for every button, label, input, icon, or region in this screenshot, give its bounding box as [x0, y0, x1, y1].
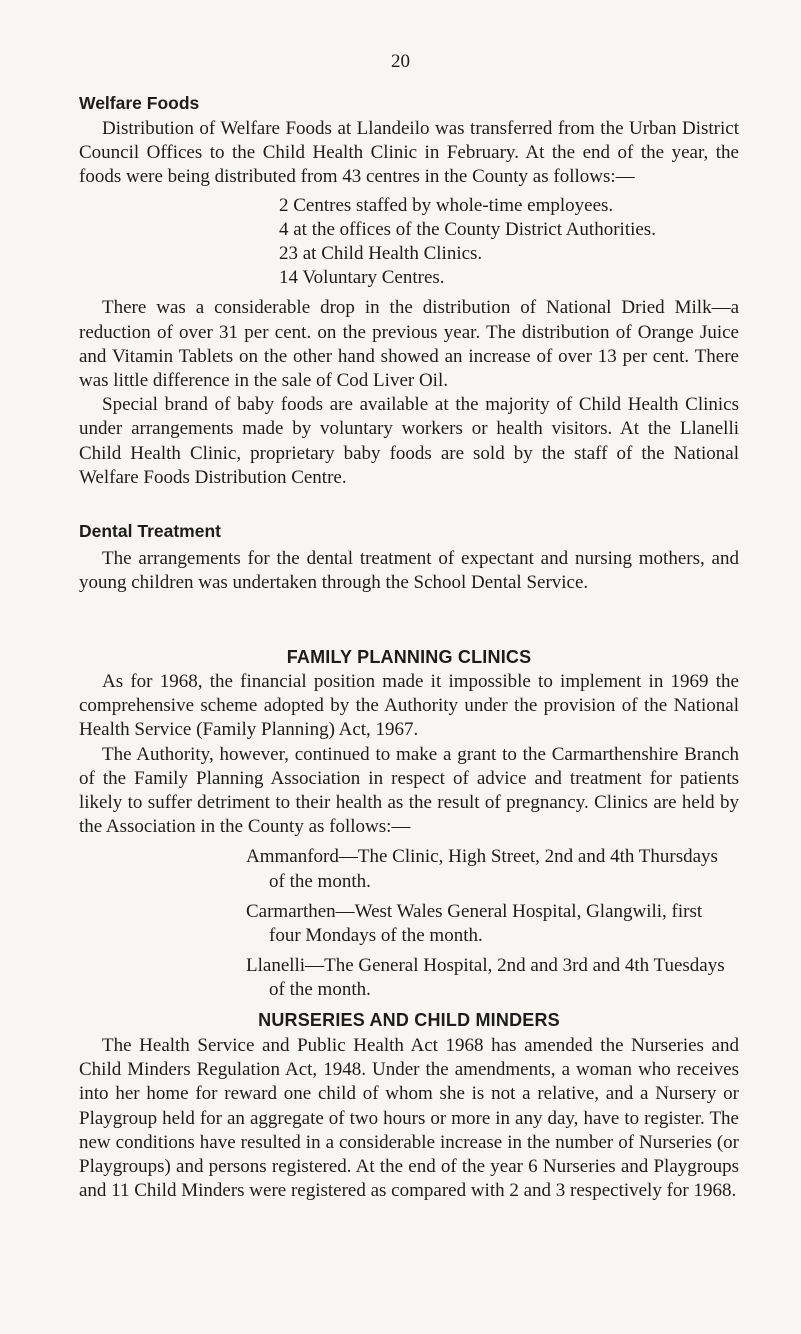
milk-distribution-paragraph: There was a considerable drop in the distribution of National Dried Milk—a reduction of over 31 per cent. on the previous year. The distribution of Orange Juice and Vitamin Tablets on the other hand showed an increase of over 13 per cent. There was little difference in the sale of Cod Liver Oil. — [79, 297, 739, 392]
centres-list — [79, 194, 739, 291]
nurseries-paragraph: The Health Service and Public Health Act 1968 has amended the Nurseries and Child Minders Regulation Act, 1948. Under the amendments, a woman who receives into her home for reward one child of whom she is not a relative, and a Nursery or Playgroup held for an aggregate of two hours or more in any day, have to register. The new conditions have resulted in a considerable increase in the number of Nurseries (or Playgroups) and persons registered. At the end of the year 6 Nurseries and Playgroups and 11 Child Minders were registered as compared with 2 and 3 respectively for 1968. — [79, 1035, 739, 1202]
welfare-foods-intro: Distribution of Welfare Foods at Llandeilo was transferred from the Urban District Council Offices to the Child Health Clinic in February. At the end of the year, the foods were being distributed from 43 centres in the County as follows:— — [79, 118, 739, 188]
family-planning-paragraph-2: The Authority, however, continued to make a grant to the Carmarthenshire Branch of the Family Planning Association in respect of advice and treatment for patients likely to suffer detriment to their health as the result of pregnancy. Clinics are held by the Association in the County as follows:— — [79, 743, 739, 838]
family-planning-heading: FAMILY PLANNING CLINICS — [286, 647, 532, 667]
list-item — [79, 845, 739, 893]
clinic-line-continued: four Mondays of the month. — [269, 925, 483, 947]
list-item: 23 at Child Health Clinics. — [279, 243, 483, 265]
list-item: 4 at the offices of the County District Authorities. — [279, 218, 656, 240]
welfare-foods-heading: Welfare Foods — [79, 93, 200, 113]
list-item: 14 Voluntary Centres. — [279, 267, 445, 289]
clinic-line: Llanelli—The General Hospital, 2nd and 3rd and 4th Tuesdays — [246, 955, 725, 977]
page-number: 20 — [391, 51, 410, 72]
list-item — [79, 954, 739, 1002]
dental-treatment-section — [79, 520, 739, 595]
family-planning-section — [79, 646, 739, 1003]
welfare-foods-section — [79, 92, 739, 490]
clinic-line-continued: of the month. — [269, 979, 371, 1001]
nurseries-section — [79, 1009, 739, 1203]
baby-foods-paragraph: Special brand of baby foods are available at the majority of Child Health Clinics under arrangements made by voluntary workers or health visitors. At the Llanelli Child Health Clinic, proprietary baby foods are sold by the staff of the National Welfare Foods Distribution Centre. — [79, 394, 739, 488]
family-planning-paragraph-1: As for 1968, the financial position made it impossible to implement in 1969 the comprehensive scheme adopted by the Authority under the provision of the National Health Service (Family Planning) Act, 1967. — [79, 671, 739, 741]
list-item: 2 Centres staffed by whole-time employees. — [279, 194, 614, 216]
clinic-line: Carmarthen—West Wales General Hospital, Glangwili, first — [246, 900, 703, 922]
clinic-line: Ammanford—The Clinic, High Street, 2nd and 4th Thursdays — [246, 846, 718, 868]
dental-treatment-heading: Dental Treatment — [79, 521, 221, 541]
nurseries-heading: NURSERIES AND CHILD MINDERS — [258, 1010, 560, 1030]
clinics-list — [79, 845, 739, 1002]
list-item — [79, 900, 739, 948]
clinic-line-continued: of the month. — [269, 870, 371, 892]
dental-treatment-paragraph: The arrangements for the dental treatment of expectant and nursing mothers, and young children was undertaken through the School Dental Service. — [79, 548, 739, 594]
